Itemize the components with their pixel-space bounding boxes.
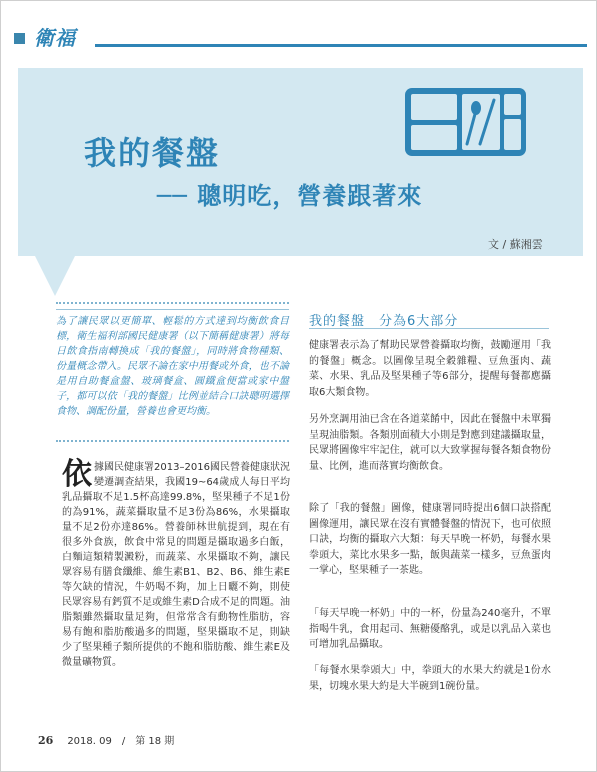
author-byline: 文 / 蘇湘雲 [488,238,543,251]
banner-notch [35,256,75,296]
page-footer [38,732,174,747]
section-heading: 我的餐盤 分為6大部分 [309,314,459,329]
body-left-text: 據國民健康署2013–2016國民營養健康狀況變遷調查結果，我國19~64歲成人每日平均乳品攝取不足1.5杯高達99.8%，堅果種子不足1份的為91%，蔬菜攝取量不足3份為86%，水果攝取量不足2份亦達86%。營養師林世航提到，現在有很多外食族，飲食中常見的問題是攝取過多白飯，白麵這類精製澱粉，而蔬菜、水果攝取不夠，讓民眾容易有膳食纖維、維生素B1、B2、B6、維生素E等欠缺的情況，牛奶喝不夠，加上日曬不夠，則使民眾容易有鈣質不足或維生素D合成不足的問題。油脂類雖然攝取量足夠，但常常含有動物性脂肪，容易有飽和脂肪酸過多的問題，堅果攝取不足，則缺少了堅果種子類所提供的不飽和脂肪酸、維生素E及微量礦物質。 [62,462,290,668]
header-marker [14,33,25,44]
intro-summary: 為了讓民眾以更簡單、輕鬆的方式達到均衡飲食目標，衛生福利部國民健康署（以下簡稱健康署）將每日飲食指南轉換成「我的餐盤」，同時將食物種類、份量概念帶入。民眾不論在家中用餐或外食，也不論是用自助餐盒盤、玻璃餐盒、圓鐵盒便當或家中盤子，都可以依「我的餐盤」比例並結合口訣聰明選擇食物、調配份量，營養也會更均衡。 [56,309,289,434]
paragraph-1: 健康署表示為了幫助民眾營養攝取均衡，鼓勵運用「我的餐盤」概念。以圖像呈現全穀雜糧、豆魚蛋肉、蔬菜、水果、乳品及堅果種子等6部分，提醒每餐都應攝取6大類食物。 [309,340,551,398]
issue-info: 2018. 09 / 第 18 期 [67,736,175,747]
paragraph-4: 「每天早晚一杯奶」中的一杯，份量為240毫升，不單指喝牛乳，食用起司、無糖優酪乳，或是以乳品入菜也可增加乳品攝取。 [309,608,551,650]
intro-bottom-divider [56,440,289,442]
article-title: 我的餐盤 [84,134,221,172]
article-subtitle: ── 聰明吃，營養跟著來 [157,181,423,210]
page-number: 26 [38,734,54,747]
header-rule [95,44,587,47]
section-header-title: 衛福 [34,26,76,50]
section-heading-rule [309,328,549,329]
intro-top-divider [56,302,289,304]
divided-plate-utensils-icon [403,86,528,158]
paragraph-2: 另外烹調用油已含在各道菜餚中，因此在餐盤中未單獨呈現油脂類。各類別面積大小則是對應到建議攝取量，民眾將圖像牢牢記住，就可以大致掌握每餐各類食物份量、比例，進而落實均衡飲食。 [309,414,551,472]
paragraph-5: 「每餐水果拳頭大」中，拳頭大的水果大約就是1份水果，切塊水果大約是大半碗到1碗份量。 [309,665,551,692]
paragraph-3: 除了「我的餐盤」圖像，健康署同時提出6個口訣搭配圖像運用，讓民眾在沒有實體餐盤的情況下，也可依照口訣，均衡的攝取六大類：每天早晚一杯奶，每餐水果拳頭大，菜比水果多一點，飯與蔬菜一樣多，豆魚蛋肉一掌心，堅果種子一茶匙。 [309,503,551,576]
drop-cap: 依 [62,457,92,492]
body-left-column [62,457,290,670]
